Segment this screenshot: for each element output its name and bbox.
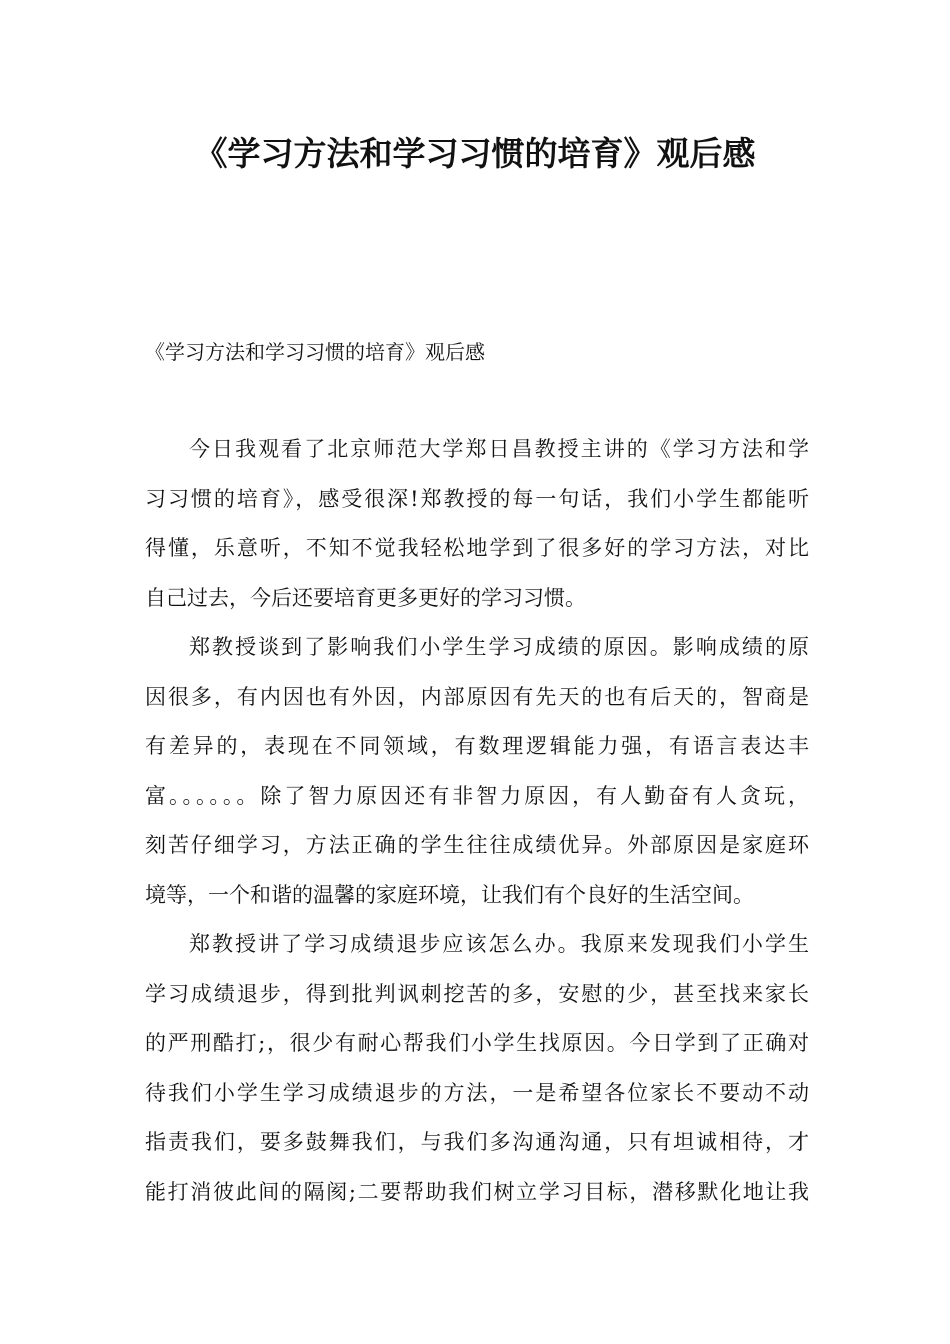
paragraph-line: 待我们小学生学习成绩退步的方法，一是希望各位家长不要动不动 (145, 1080, 809, 1105)
paragraph-line: 刻苦仔细学习，方法正确的学生往往成绩优异。外部原因是家庭环 (145, 833, 809, 857)
paragraph-1 (145, 431, 809, 629)
paragraph-line: 郑教授讲了学习成绩退步应该怎么办。我原来发现我们小学生 (189, 932, 809, 956)
paragraph-line: 今日我观看了北京师范大学郑日昌教授主讲的《学习方法和学 (189, 437, 809, 461)
paragraph-line: 的严刑酷打;，很少有耐心帮我们小学生找原因。今日学到了正确对 (145, 1031, 809, 1055)
paragraph-line: 自己过去，今后还要培育更多更好的学习习惯。 (145, 585, 586, 610)
document-subtitle: 《学习方法和学习习惯的培育》观后感 (145, 340, 485, 364)
document-title: 《学习方法和学习习惯的培育》观后感 (194, 134, 756, 173)
paragraph-line: 境等，一个和谐的温馨的家庭环境，让我们有个良好的生活空间。 (145, 882, 754, 907)
paragraph-line: 郑教授谈到了影响我们小学生学习成绩的原因。影响成绩的原 (189, 635, 809, 659)
paragraph-2 (145, 629, 809, 926)
paragraph-line: 指责我们，要多鼓舞我们，与我们多沟通沟通，只有坦诚相待，才 (145, 1130, 809, 1154)
paragraph-line: 习习惯的培育》，感受很深!郑教授的每一句话，我们小学生都能听 (145, 486, 809, 511)
paragraph-line: 能打消彼此间的隔阂;二要帮助我们树立学习目标，潜移默化地让我 (145, 1179, 809, 1204)
paragraph-line: 得懂，乐意听，不知不觉我轻松地学到了很多好的学习方法，对比 (145, 536, 809, 560)
paragraph-line: 富。。。。。。除了智力原因还有非智力原因，有人勤奋有人贪玩， (145, 783, 809, 808)
document-body (145, 431, 809, 1223)
paragraph-line: 有差异的，表现在不同领域，有数理逻辑能力强，有语言表达丰 (145, 734, 809, 758)
paragraph-line: 学习成绩退步，得到批判讽刺挖苦的多，安慰的少，甚至找来家长 (145, 981, 809, 1006)
paragraph-line: 因很多，有内因也有外因，内部原因有先天的也有后天的，智商是 (145, 684, 809, 709)
paragraph-3 (145, 926, 809, 1223)
